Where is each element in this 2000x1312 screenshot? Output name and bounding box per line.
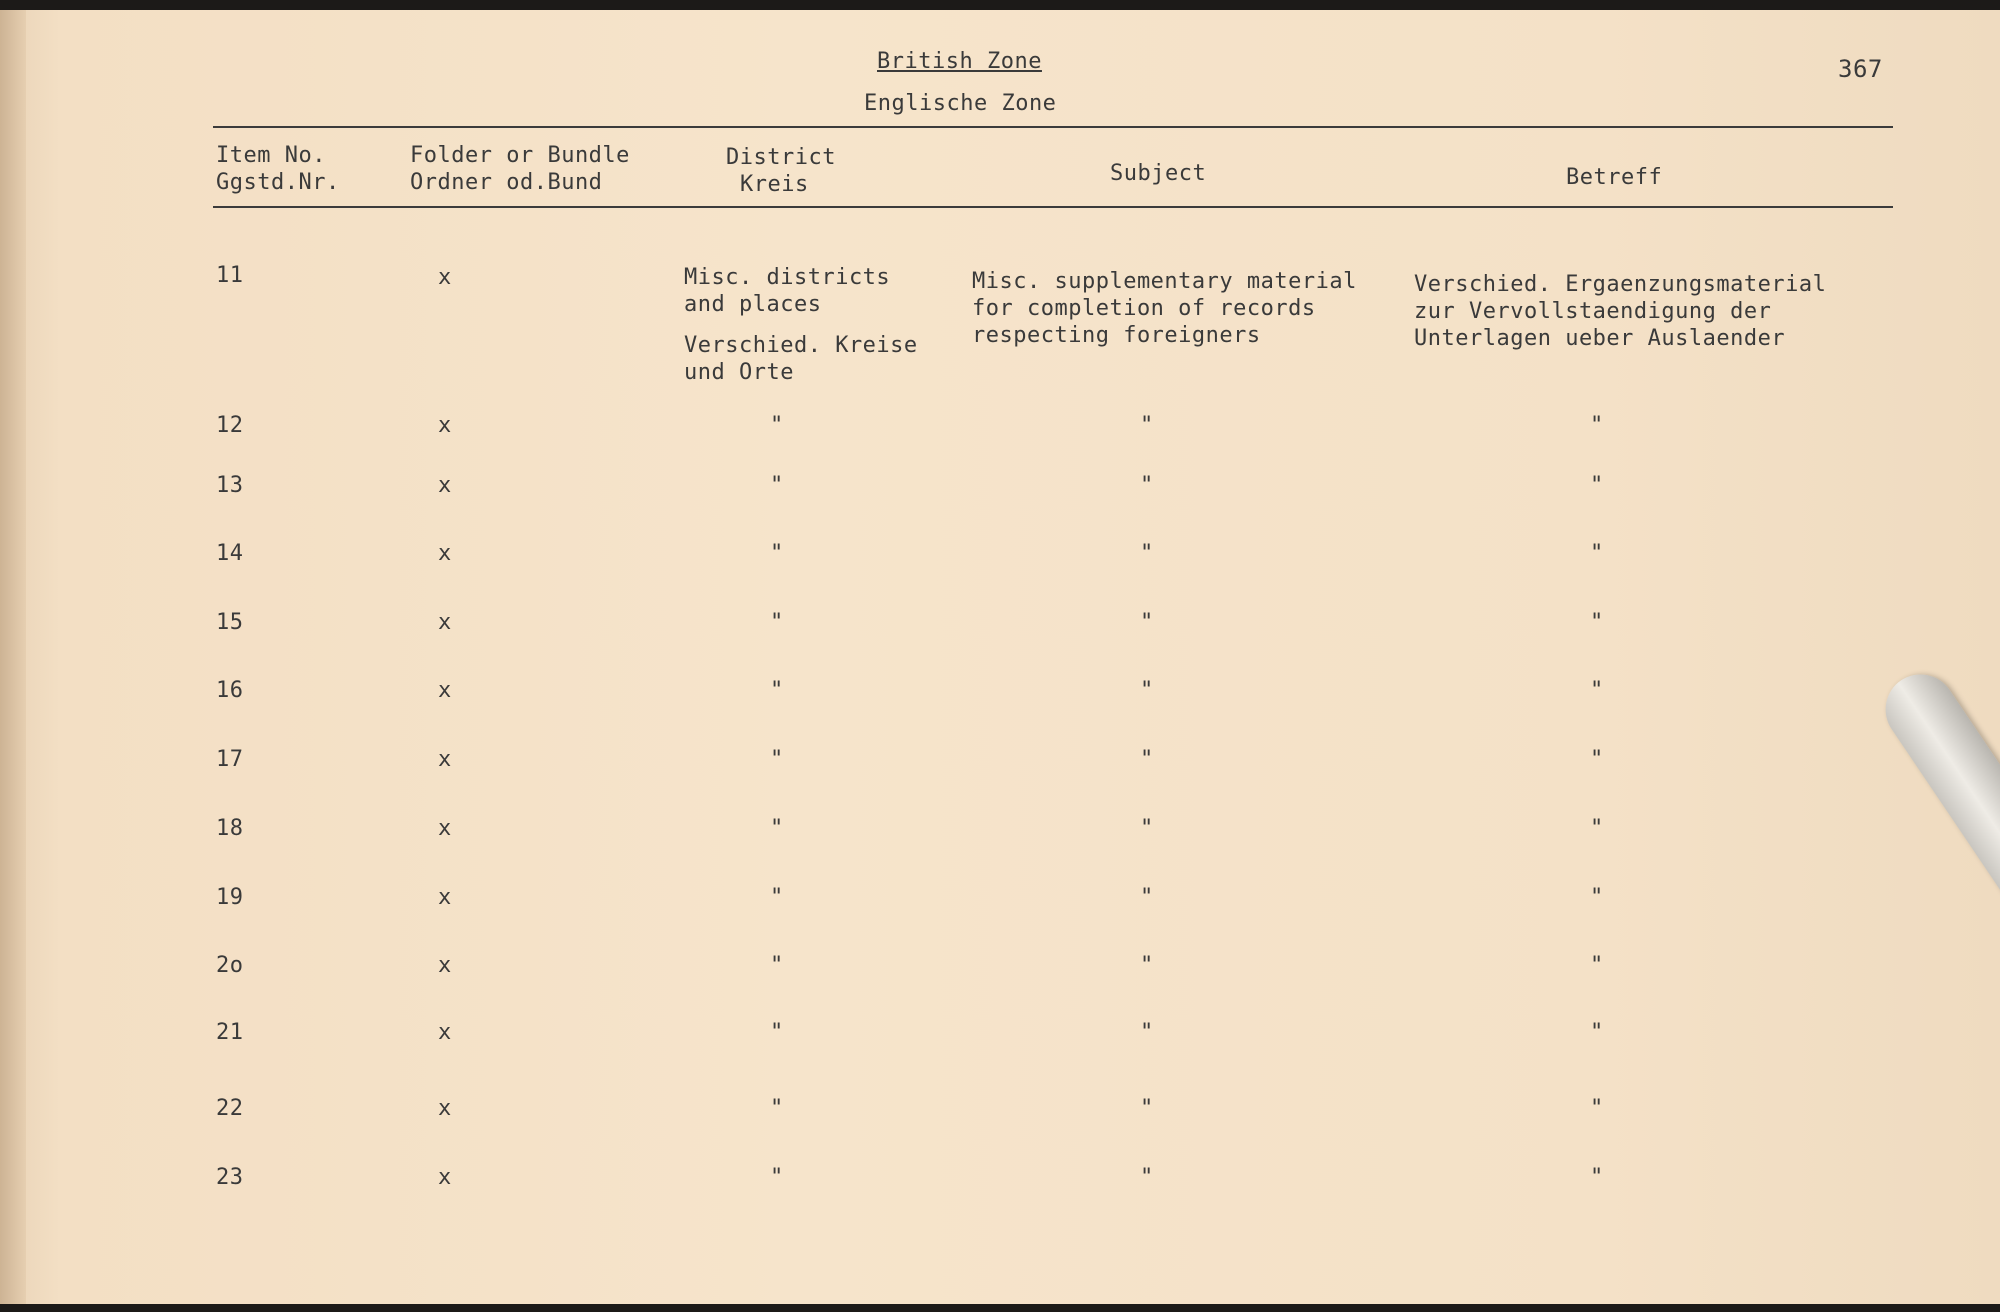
row-subject-ditto: " — [1140, 1020, 1154, 1045]
row-district-ditto: " — [770, 678, 784, 703]
row-betreff-ditto: " — [1590, 953, 1604, 978]
row-betreff-ditto: " — [1590, 1096, 1604, 1121]
row-betreff-ditto: " — [1590, 747, 1604, 772]
row-district-ditto: " — [770, 610, 784, 635]
row-subject-ditto: " — [1140, 678, 1154, 703]
col-header-district-en: District — [726, 145, 836, 170]
title-english: British Zone — [877, 49, 1042, 74]
row-folder-mark: x — [438, 678, 452, 703]
row-district-ditto: " — [770, 541, 784, 566]
row-betreff-ditto: " — [1590, 816, 1604, 841]
row-district-ditto: " — [770, 1096, 784, 1121]
row-district-ditto: " — [770, 885, 784, 910]
row-betreff-ditto: " — [1590, 885, 1604, 910]
row-item-number: 13 — [216, 473, 244, 498]
row-district-ditto: " — [770, 413, 784, 438]
row-folder-mark: x — [438, 541, 452, 566]
col-header-folder-en: Folder or Bundle — [410, 143, 630, 168]
row-folder-mark: x — [438, 610, 452, 635]
row-subject-ditto: " — [1140, 953, 1154, 978]
first-row-folder: x — [438, 265, 452, 290]
row-folder-mark: x — [438, 953, 452, 978]
col-header-district-de: Kreis — [740, 172, 809, 197]
row-folder-mark: x — [438, 816, 452, 841]
paper-clip — [1872, 661, 2000, 949]
row-folder-mark: x — [438, 1096, 452, 1121]
book-spine — [0, 10, 26, 1304]
document-page — [0, 10, 2000, 1304]
header-bottom-rule — [213, 206, 1893, 208]
row-folder-mark: x — [438, 473, 452, 498]
row-item-number: 22 — [216, 1096, 244, 1121]
row-subject-ditto: " — [1140, 816, 1154, 841]
first-row-district-de: Verschied. Kreise und Orte — [684, 333, 918, 385]
row-betreff-ditto: " — [1590, 541, 1604, 566]
row-item-number: 18 — [216, 816, 244, 841]
row-district-ditto: " — [770, 1020, 784, 1045]
row-folder-mark: x — [438, 885, 452, 910]
col-header-subject: Subject — [1110, 161, 1207, 186]
page-number: 367 — [1838, 55, 1883, 83]
row-district-ditto: " — [770, 816, 784, 841]
row-item-number: 19 — [216, 885, 244, 910]
row-subject-ditto: " — [1140, 1165, 1154, 1190]
row-district-ditto: " — [770, 1165, 784, 1190]
row-district-ditto: " — [770, 953, 784, 978]
row-betreff-ditto: " — [1590, 473, 1604, 498]
header-top-rule — [213, 126, 1893, 128]
row-item-number: 14 — [216, 541, 244, 566]
row-betreff-ditto: " — [1590, 678, 1604, 703]
row-item-number: 15 — [216, 610, 244, 635]
row-subject-ditto: " — [1140, 610, 1154, 635]
row-betreff-ditto: " — [1590, 413, 1604, 438]
row-item-number: 16 — [216, 678, 244, 703]
first-row-subject: Misc. supplementary material for completion of records respecting foreigners — [972, 269, 1357, 348]
row-betreff-ditto: " — [1590, 610, 1604, 635]
first-row-item: 11 — [216, 263, 244, 288]
row-subject-ditto: " — [1140, 885, 1154, 910]
col-header-item-en: Item No. — [216, 143, 326, 168]
row-district-ditto: " — [770, 473, 784, 498]
row-betreff-ditto: " — [1590, 1165, 1604, 1190]
row-item-number: 23 — [216, 1165, 244, 1190]
row-subject-ditto: " — [1140, 1096, 1154, 1121]
row-folder-mark: x — [438, 413, 452, 438]
row-item-number: 21 — [216, 1020, 244, 1045]
row-item-number: 2o — [216, 953, 244, 978]
row-folder-mark: x — [438, 747, 452, 772]
row-subject-ditto: " — [1140, 473, 1154, 498]
row-subject-ditto: " — [1140, 747, 1154, 772]
row-betreff-ditto: " — [1590, 1020, 1604, 1045]
row-item-number: 17 — [216, 747, 244, 772]
row-folder-mark: x — [438, 1165, 452, 1190]
row-subject-ditto: " — [1140, 541, 1154, 566]
row-item-number: 12 — [216, 413, 244, 438]
row-folder-mark: x — [438, 1020, 452, 1045]
col-header-folder-de: Ordner od.Bund — [410, 170, 603, 195]
first-row-betreff: Verschied. Ergaenzungsmaterial zur Vervollstaendigung der Unterlagen ueber Auslaender — [1414, 272, 1827, 351]
col-header-item-de: Ggstd.Nr. — [216, 170, 340, 195]
row-district-ditto: " — [770, 747, 784, 772]
title-german: Englische Zone — [864, 91, 1057, 116]
first-row-district-en: Misc. districts and places — [684, 265, 891, 317]
col-header-betreff: Betreff — [1566, 165, 1663, 190]
row-subject-ditto: " — [1140, 413, 1154, 438]
